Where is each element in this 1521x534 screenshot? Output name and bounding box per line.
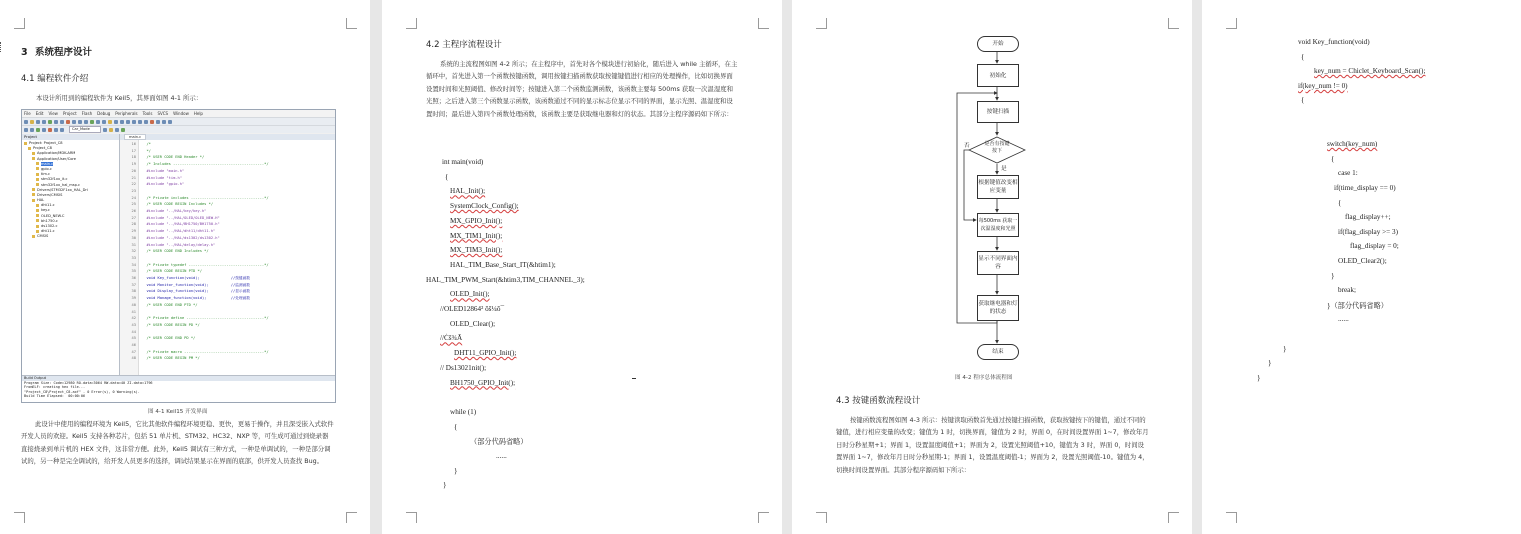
line-number: 43 <box>131 322 136 327</box>
code-editor <box>120 134 335 375</box>
build-output-lines <box>22 381 335 399</box>
folder-icon <box>24 142 27 145</box>
flow-end: 结束 <box>977 344 1019 360</box>
line-number: 31 <box>131 242 136 247</box>
crop-mark <box>14 512 25 523</box>
project-tree-label: CMSIS <box>37 234 49 239</box>
line-number: 18 <box>131 155 136 160</box>
code-line: } <box>1331 271 1335 280</box>
code-line: { <box>1338 198 1342 207</box>
page-gutter <box>782 0 792 534</box>
code-line: SystemClock_Config(); <box>450 202 519 211</box>
line-number: 39 <box>131 296 136 301</box>
code-line: void Display_function(void); //显示函数 <box>142 289 250 294</box>
project-tree-item <box>22 234 119 239</box>
line-number: 25 <box>131 202 136 207</box>
figure-4-2-caption: 图 4-2 程序总体流程图 <box>955 375 1013 381</box>
flow-decision-label: 是否有按键按下 <box>984 141 1010 154</box>
code-line: void Monitor_function(void); //监测函数 <box>142 282 250 287</box>
project-panel-title: Project <box>22 134 119 140</box>
crop-mark <box>406 512 417 523</box>
folder-icon <box>36 214 39 217</box>
folder-icon <box>36 162 39 165</box>
ide-menu-item: Tools <box>142 111 153 116</box>
code-line: #include "gpio.h" <box>142 182 185 187</box>
code-line: } <box>1268 359 1272 368</box>
folder-icon <box>32 199 35 202</box>
code-line: /* USER CODE END PD */ <box>142 336 196 341</box>
project-tree-label: gpio.c <box>41 166 52 171</box>
intro-text: 本设计所用到的编程软件为 Keil5，其界面如图 4-1 所示： <box>36 94 203 102</box>
project-tree-label: OLED_NEW.C <box>41 213 65 218</box>
code-line: #include "main.h" <box>142 168 185 173</box>
code-line: { <box>454 422 458 431</box>
line-number: 33 <box>131 255 136 260</box>
code-line: #include "tim.h" <box>142 175 182 180</box>
project-tree-label: stm32f1xx_hal_msp.c <box>41 182 81 187</box>
project-tree-label: tim.c <box>41 172 51 177</box>
folder-icon <box>36 230 39 233</box>
project-tree-label: ds1302.c <box>41 224 58 228</box>
ide-menu-item: Project <box>62 111 77 116</box>
folder-icon <box>32 188 35 191</box>
keil-description-paragraph: 此设计中使用的编程环境为 Keil5，它比其他软件编程环境更稳、更快，更易于操作，并且深受嵌入式软件开发人员的欢迎。Keil5 支持各种芯片，包括 51 单片机、STM32、HC32、NXP 等，可生成可通过到烧录器直接烧录到单片机的 HEX 文件，这非常方便。此外，Keil5 调试有三种方式，一种是单调试的，一种是部分调试的，另一种是完全调试的，给开发人员更多的选择，调试结果显示在界面的底部，供开发人员查找 Bug。 <box>21 420 334 466</box>
code-line: /* Private includes ---------------------------------*/ <box>142 195 269 200</box>
line-number: 21 <box>131 175 136 180</box>
line-number: 46 <box>131 343 136 347</box>
code-line: void Key_function(void) <box>1298 38 1370 46</box>
code-line: flag_display = 0; <box>1350 242 1399 251</box>
project-tree-label: Project: Project_C8 <box>29 141 63 145</box>
code-line: OLED_Clear(); <box>450 319 496 328</box>
flow-monitor: 每500ms 获取一次温湿度和光照 <box>977 213 1019 237</box>
line-number: 38 <box>131 289 136 294</box>
folder-icon <box>32 157 35 160</box>
code-line: while (1) <box>450 407 477 416</box>
project-tree <box>22 140 119 240</box>
crop-mark <box>346 512 357 523</box>
code-line: if(time_display == 0) <box>1334 184 1396 192</box>
line-number: 28 <box>131 222 136 227</box>
code-line: void Key_function(void); //按键函数 <box>142 276 250 280</box>
code-line: OLED_Clear2(); <box>1338 257 1387 265</box>
folder-icon <box>36 178 39 181</box>
line-number: 26 <box>131 209 136 213</box>
code-line: } <box>1257 373 1261 382</box>
build-output-line: FromELF: creating hex file... <box>24 385 86 390</box>
line-number: 23 <box>131 188 136 193</box>
folder-icon <box>28 147 31 150</box>
project-tree-label: dht11.c <box>41 203 55 208</box>
folder-icon <box>36 219 39 222</box>
flow-no-label: 否 <box>964 143 970 149</box>
code-line: HAL_TIM_PWM_Start(&htim3,TIM_CHANNEL_3); <box>426 275 585 284</box>
crop-mark <box>14 18 25 29</box>
code-line: //Ċš¾Ā <box>440 334 463 343</box>
code-line: } <box>454 466 458 475</box>
line-number: 37 <box>131 282 136 287</box>
section-heading-4-3: 4.3 按键函数流程设计 <box>836 396 921 406</box>
code-line: void Manage_function(void); //处理函数 <box>142 296 250 301</box>
ide-menu-item: Edit <box>35 111 44 116</box>
flow-key-scan: 按键扫描 <box>977 101 1019 123</box>
line-number: 30 <box>131 235 136 240</box>
line-number: 24 <box>131 195 136 200</box>
key-flow-paragraph: 按键函数流程图如图 4-3 所示：按键读取函数首先通过按键扫描函数，获取按键按下的键值，通过不同的键值，进行相应变量的改变；键值为 1 时，切换界面，键值为 2 时，界面 0，在时间设置界面 1~7，修改年月日时分秒星期+1；界面 1，设置温度阈值+1；界面为 2，设置光照阈值+10，键值为 3 时，界面 0，时间设置界面 1~7，修改年月日时分秒星期-1；界面 1，设置温度阈值-1；界面为 2，设置光照阈值-10。键值为 4，切换时间设置界面。其部分程序源码如下所示： <box>836 416 1149 474</box>
line-number: 35 <box>131 269 136 274</box>
code-line: /* Private typedef ----------------------------------*/ <box>142 262 269 267</box>
line-number: 45 <box>131 336 136 341</box>
build-output-line: Program Size: Code=12980 RO-data=3064 RW-data=40 ZI-data=1796 <box>24 381 153 385</box>
project-tree-label: key.c <box>41 208 50 213</box>
code-line: { <box>445 172 449 181</box>
crop-mark <box>816 512 827 523</box>
ide-menu-item: Peripherals <box>115 111 138 116</box>
code-line: switch(key_num) <box>1327 140 1378 149</box>
line-number: 44 <box>131 329 136 334</box>
code-line: #include "../HAL/BH1750/BH1750.h" <box>142 222 220 227</box>
flow-relay: 获取继电器和灯的状态 <box>977 295 1019 321</box>
line-number: 17 <box>131 148 136 153</box>
line-number: 48 <box>131 356 136 361</box>
flow-init: 初始化 <box>977 64 1019 87</box>
project-tree-label: stm32f1xx_it.c <box>41 177 68 182</box>
line-number: 41 <box>131 309 136 314</box>
code-line: break; <box>1338 286 1356 295</box>
figure-4-1-caption: 图 4-1 Keil15 开发界面 <box>148 409 208 415</box>
line-number: 20 <box>131 168 136 173</box>
project-tree-label: HAL <box>37 198 45 203</box>
ide-toolbar <box>22 117 335 125</box>
main-flow-paragraph: 系统的主流程图如图 4-2 所示；在主程序中，首先对各个模块进行初始化，随后进入 while 主循环，在主循环中，首先进入第一个函数按键函数，调用按键扫描函数获取按键键值进行相应的处理操作，比如切换界面设置时间和光照阈值、修改时间等；按键进入第二个函数监测函数，该函数主要每 500ms 获取一次温湿度和光照；之后进入第三个函数显示函数，该函数通过不同的显示标志位显示不同的界面，显示光照、温湿度和设置时间；最后进入第四个函数处理函数，该函数主要是获取继电器和灯的状态。其部分主程序源码如下所示： <box>426 60 738 118</box>
code-line: HAL_TIM_Base_Start_IT(&htim1); <box>450 260 556 269</box>
line-number: 19 <box>131 162 136 167</box>
chapter-heading <box>21 44 92 58</box>
line-number: 34 <box>131 262 136 267</box>
flow-process-key: 根据键值改变相应变量 <box>977 175 1019 199</box>
line-number: 22 <box>131 182 136 187</box>
code-line: { <box>1331 154 1335 163</box>
code-line: MX_GPIO_Init(); <box>450 216 503 225</box>
target-select: Car_Mode <box>69 126 101 133</box>
code-line: HAL_Init(); <box>450 187 486 196</box>
build-output-line: "Project_C8\Project_C8.axf" - 0 Error(s), 0 Warning(s). <box>24 389 140 394</box>
code-line: MX_TIM3_Init(); <box>450 246 503 255</box>
code-line: /* USER CODE BEGIN Includes */ <box>142 202 214 207</box>
folder-icon <box>36 167 39 170</box>
folder-icon <box>32 235 35 238</box>
build-output-title: Build Output <box>22 376 335 381</box>
page-gutter <box>1192 0 1202 534</box>
line-number: 40 <box>131 302 136 307</box>
page-1-cursor-marker <box>0 42 4 52</box>
line-number: 36 <box>131 276 136 280</box>
crop-mark <box>346 18 357 29</box>
code-line: if(key_num != 0) <box>1298 81 1348 90</box>
crop-mark <box>1168 512 1179 523</box>
code-line: /* Private macro ------------------------------------*/ <box>142 349 269 354</box>
code-line: /* Private define -----------------------------------*/ <box>142 316 269 321</box>
page-gutter <box>370 0 382 534</box>
project-tree-label: Drivers/STM32F1xx_HAL_Dri <box>37 187 88 192</box>
code-line: ...... <box>1338 315 1349 324</box>
cursor-mark <box>632 378 636 379</box>
folder-icon <box>32 152 35 155</box>
code-line: MX_TIM1_Init(); <box>450 231 503 240</box>
line-number: 29 <box>131 229 136 234</box>
build-output-panel <box>22 375 335 403</box>
folder-icon <box>36 204 39 207</box>
code-line: /* USER CODE END Header */ <box>142 155 205 160</box>
line-number: 42 <box>131 316 136 321</box>
ide-menu-item: Help <box>193 111 203 116</box>
code-line: DHT11_GPIO_Init(); <box>454 349 517 358</box>
chapter-title: 系统程序设计 <box>34 47 92 58</box>
editor-tab-bar <box>120 134 335 140</box>
code-line: #include "../HAL/ds1302/ds1302.h" <box>142 235 220 240</box>
ide-menubar <box>22 110 335 117</box>
project-tree-label: main.c <box>41 161 54 166</box>
code-line: */ <box>142 148 151 153</box>
code-line: #include "../HAL/key/key.h" <box>142 209 207 213</box>
crop-mark <box>758 18 769 29</box>
code-line: ...... <box>496 452 507 460</box>
line-number: 47 <box>131 349 136 354</box>
folder-icon <box>36 173 39 176</box>
folder-icon <box>36 225 39 228</box>
chapter-number: 3 <box>21 47 28 58</box>
code-line: #include "../HAL/OLED/OLED_NEW.H" <box>142 215 220 220</box>
code-line: key_num = Chiclet_Keyboard_Scan(); <box>1314 67 1426 76</box>
crop-mark <box>406 18 417 29</box>
code-line: case 1: <box>1338 169 1358 178</box>
line-number: 16 <box>131 142 136 146</box>
project-tree-label: bh1750.c <box>41 218 58 223</box>
section-heading-4-2: 4.2 主程序流程设计 <box>426 40 502 50</box>
folder-icon <box>32 193 35 196</box>
code-line: if(flag_display >= 3) <box>1338 227 1399 236</box>
project-tree-label: Project_C8 <box>33 146 52 151</box>
folder-icon <box>36 183 39 186</box>
code-line: int main(void) <box>442 158 484 166</box>
project-tree-label: Drivers/CMSIS <box>37 192 63 197</box>
code-line: BH1750_GPIO_Init(); <box>450 378 516 387</box>
code-line: } <box>443 481 447 490</box>
flow-start: 开始 <box>977 36 1019 52</box>
editor-tab: main.c <box>124 134 146 140</box>
code-line: } <box>1283 344 1287 353</box>
flow-yes-label: 是 <box>1001 166 1007 172</box>
code-line: }（部分代码省略） <box>1327 301 1388 310</box>
ide-toolbar-2 <box>22 125 335 133</box>
code-line: /* Includes -----------------------------------------*/ <box>142 162 269 167</box>
code-line: { <box>1301 96 1305 105</box>
code-line: // Ds13021nit(); <box>440 363 487 372</box>
crop-mark <box>758 512 769 523</box>
ide-menu-item: File <box>24 111 31 116</box>
code-line: /* USER CODE BEGIN PM */ <box>142 356 200 361</box>
code-line: /* USER CODE BEGIN PD */ <box>142 322 200 327</box>
flow-display: 显示不同界面内容 <box>977 251 1019 275</box>
document-page-4 <box>1202 0 1521 534</box>
project-tree-label: dht11.c <box>41 229 55 234</box>
keil-ide-screenshot <box>21 109 336 403</box>
code-line: #include "../HAL/dht11/dht11.h" <box>142 229 216 234</box>
ide-menu-item: SVCS <box>157 111 169 116</box>
line-number: 32 <box>131 249 136 254</box>
section-heading-4-1: 4.1 编程软件介绍 <box>21 74 89 84</box>
project-panel <box>22 134 120 375</box>
code-line: （部分代码省略） <box>470 438 528 447</box>
code-line: flag_display++; <box>1345 213 1391 222</box>
code-line: #include "../HAL/delay/delay.h" <box>142 242 216 247</box>
ide-menu-item: Debug <box>97 111 111 116</box>
ide-menu-item: View <box>48 111 58 116</box>
build-output-line: Build Time Elapsed: 00:00:06 <box>24 394 86 399</box>
line-number: 27 <box>131 215 136 220</box>
crop-mark <box>1226 512 1237 523</box>
project-tree-label: Application/MDK-ARM <box>37 151 76 156</box>
code-line: OLED_Init(); <box>450 290 490 299</box>
code-line: /* USER CODE END PTD */ <box>142 302 198 307</box>
code-line: { <box>1301 52 1305 61</box>
code-line: //OLED12864² ōš¼ō¯ <box>440 305 505 313</box>
ide-menu-item: Window <box>173 111 189 116</box>
code-line: /* <box>142 142 154 146</box>
folder-icon <box>36 209 39 212</box>
code-line: /* USER CODE BEGIN PTD */ <box>142 269 202 274</box>
project-tree-label: Application/User/Core <box>37 156 77 161</box>
ide-menu-item: Flash <box>81 111 93 116</box>
code-line: /* USER CODE END Includes */ <box>142 249 209 254</box>
crop-mark <box>1226 18 1237 29</box>
